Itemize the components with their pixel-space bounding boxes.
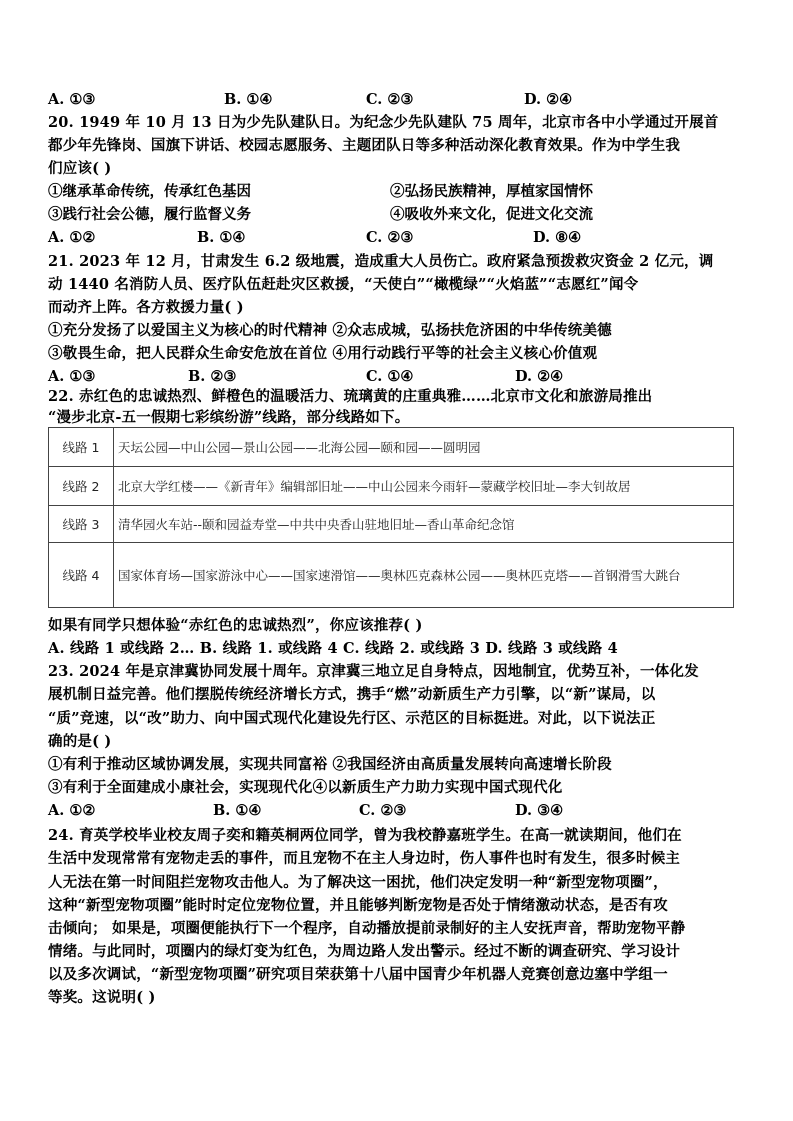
route-text: 北京大学红楼——《新青年》编辑部旧址——中山公园来今雨轩—蒙藏学校旧址—李大钊故居	[114, 467, 734, 506]
question-text-line: 20. 1949 年 10 月 13 日为少先队建队日。为纪念少先队建队 75 周年，北京市各中小学通过开展首	[48, 114, 719, 131]
q20-option-a[interactable]: A. ①②	[48, 229, 96, 246]
table-row	[49, 428, 734, 467]
question-text-line: ③有利于全面建成小康社会，实现现代化④以新质生产力助力实现中国式现代化	[48, 779, 563, 796]
statement-2: ②弘扬民族精神，厚植家国情怀	[390, 183, 593, 200]
question-text-line: 情绪。与此同时，项圈内的绿灯变为红色，为周边路人发出警示。经过不断的调查研究、学习设计	[48, 943, 681, 960]
question-text-line: 击倾向； 如果是，项圈便能执行下一个程序，自动播放提前录制好的主人安抚声音，帮助宠物平静	[48, 920, 686, 937]
question-text-line: 人无法在第一时间阻拦宠物攻击他人。为了解决这一困扰，他们决定发明一种“新型宠物项圈”，	[48, 874, 668, 891]
statement-1: ①继承革命传统，传承红色基因	[48, 183, 251, 200]
route-label: 线路 1	[49, 428, 114, 467]
question-text-line: 22. 赤红色的忠诚热烈、鲜橙色的温暖活力、琉璃黄的庄重典雅……北京市文化和旅游局推出	[48, 388, 653, 405]
table-row	[49, 543, 734, 608]
q19-option-c[interactable]: C. ②③	[366, 91, 414, 108]
q21-option-b[interactable]: B. ②③	[188, 368, 237, 385]
question-ask: 如果有同学只想体验“赤红色的忠诚热烈”，你应该推荐( )	[48, 617, 423, 634]
q23-option-b[interactable]: B. ①④	[213, 802, 262, 819]
question-text-line: 动 1440 名消防人员、医疗队伍赶赴灾区救援，“天使白”“橄榄绿”“火焰蓝”“志愿红”闻令	[48, 276, 639, 293]
question-text-line: ③敬畏生命，把人民群众生命安危放在首位 ④用行动践行平等的社会主义核心价值观	[48, 345, 598, 362]
q23-option-a[interactable]: A. ①②	[48, 802, 96, 819]
question-text-line: 确的是( )	[48, 733, 112, 750]
q20-option-d[interactable]: D. ⑧④	[533, 229, 582, 246]
question-text-line: 等奖。这说明( )	[48, 989, 156, 1006]
question-text-line: 而动齐上阵。各方救援力量( )	[48, 299, 244, 316]
route-label: 线路 2	[49, 467, 114, 506]
route-label: 线路 4	[49, 543, 114, 608]
q21-option-a[interactable]: A. ①③	[48, 368, 96, 385]
route-label: 线路 3	[49, 506, 114, 543]
q21-option-d[interactable]: D. ②④	[515, 368, 564, 385]
question-text-line: “质”竞速，以“改”助力、向中国式现代化建设先行区、示范区的目标挺进。对此，以下说法正	[48, 710, 656, 727]
q20-option-c[interactable]: C. ②③	[366, 229, 414, 246]
q21-option-c[interactable]: C. ①④	[366, 368, 414, 385]
q19-option-b[interactable]: B. ①④	[224, 91, 273, 108]
question-text-line: 24. 育英学校毕业校友周子奕和籍英桐两位同学，曾为我校静嘉班学生。在高一就读期间，他们在	[48, 827, 682, 844]
question-text-line: 23. 2024 年是京津冀协同发展十周年。京津冀三地立足自身特点，因地制宜，优势互补，一体化发	[48, 663, 699, 680]
table-row	[49, 467, 734, 506]
table-row	[49, 506, 734, 543]
question-text-line: 展机制日益完善。他们摆脱传统经济增长方式，携手“燃”动新质生产力引擎，以“新”谋局，以	[48, 686, 656, 703]
routes-table	[48, 427, 734, 608]
question-text-line: 们应该( )	[48, 160, 112, 177]
q23-option-d[interactable]: D. ③④	[515, 802, 564, 819]
q23-option-c[interactable]: C. ②③	[359, 802, 407, 819]
q22-options[interactable]: A. 线路 1 或线路 2… B. 线路 1. 或线路 4 C. 线路 2. 或线路 3 D. 线路 3 或线路 4	[48, 640, 618, 657]
question-text-line: 都少年先锋岗、国旗下讲话、校园志愿服务、主题团队日等多种活动深化教育效果。作为中学生我	[48, 137, 681, 154]
question-text-line: ①充分发扬了以爱国主义为核心的时代精神 ②众志成城，弘扬扶危济困的中华传统美德	[48, 322, 612, 339]
route-text: 天坛公园—中山公园—景山公园——北海公园—颐和园——圆明园	[114, 428, 734, 467]
question-text-line: “漫步北京-五一假期七彩缤纷游”线路，部分线路如下。	[48, 409, 410, 426]
q19-option-d[interactable]: D. ②④	[524, 91, 573, 108]
question-text-line: 21. 2023 年 12 月，甘肃发生 6.2 级地震，造成重大人员伤亡。政府紧急预拨救灾资金 2 亿元，调	[48, 253, 714, 270]
q20-option-b[interactable]: B. ①④	[197, 229, 246, 246]
question-text-line: 以及多次调试，“新型宠物项圈”研究项目荣获第十八届中国青少年机器人竞赛创意边塞中学组一	[48, 966, 668, 983]
question-text-line: ①有利于推动区域协调发展，实现共同富裕 ②我国经济由高质量发展转向高速增长阶段	[48, 756, 612, 773]
statement-4: ④吸收外来文化，促进文化交流	[390, 206, 593, 223]
statement-3: ③践行社会公德，履行监督义务	[48, 206, 251, 223]
question-text-line: 这种“新型宠物项圈”能时时定位宠物位置，并且能够判断宠物是否处于情绪激动状态，是否有攻	[48, 897, 668, 914]
route-text: 清华园火车站--颐和园益寿堂—中共中央香山驻地旧址—香山革命纪念馆	[114, 506, 734, 543]
question-text-line: 生活中发现常常有宠物走丢的事件，而且宠物不在主人身边时，伤人事件也时有发生，很多时候主	[48, 850, 681, 867]
q19-option-a[interactable]: A. ①③	[48, 91, 96, 108]
route-text: 国家体育场—国家游泳中心——国家速滑馆——奥林匹克森林公园——奥林匹克塔——首钢滑雪大跳台	[114, 543, 734, 608]
